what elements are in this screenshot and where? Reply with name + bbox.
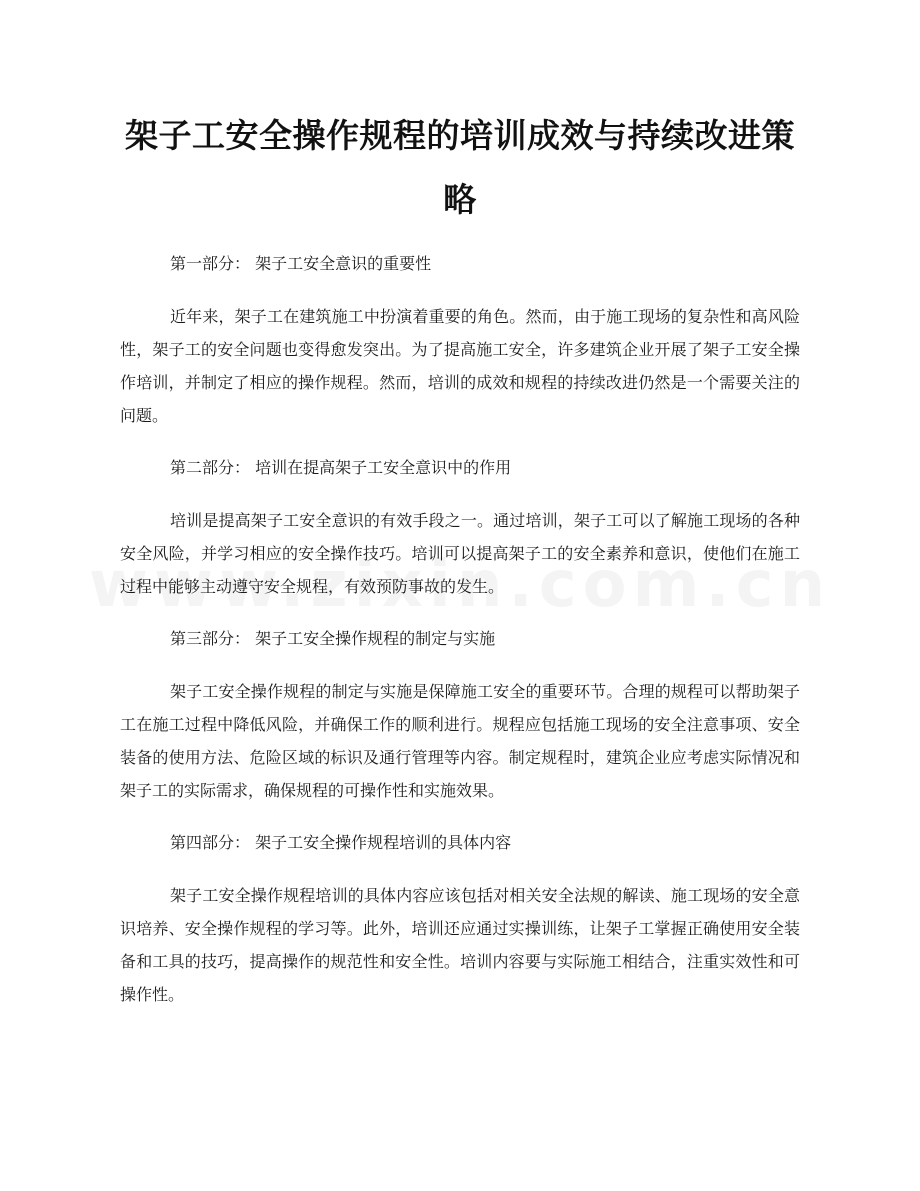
section-paragraph: 架子工安全操作规程培训的具体内容应该包括对相关安全法规的解读、施工现场的安全意识培养、安全操作规程的学习等。此外，培训还应通过实操训练，让架子工掌握正确使用安全装备和工具的技巧，提高操作的规范性和安全性。培训内容要与实际施工相结合，注重实效性和可操作性。 (120, 886, 800, 1004)
section-heading: 第一部分： 架子工安全意识的重要性 (170, 254, 432, 273)
document-body (120, 248, 800, 1011)
section-heading: 第三部分： 架子工安全操作规程的制定与实施 (170, 629, 496, 648)
section-heading: 第二部分： 培训在提高架子工安全意识中的作用 (170, 458, 512, 477)
section-heading: 第四部分： 架子工安全操作规程培训的具体内容 (170, 833, 512, 852)
section-paragraph: 近年来，架子工在建筑施工中扮演着重要的角色。然而，由于施工现场的复杂性和高风险性，架子工的安全问题也变得愈发突出。为了提高施工安全，许多建筑企业开展了架子工安全操作培训，并制定了相应的操作规程。然而，培训的成效和规程的持续改进仍然是一个需要关注的问题。 (120, 307, 800, 425)
section-paragraph: 架子工安全操作规程的制定与实施是保障施工安全的重要环节。合理的规程可以帮助架子工在施工过程中降低风险，并确保工作的顺利进行。规程应包括施工现场的安全注意事项、安全装备的使用方法、危险区域的标识及通行管理等内容。制定规程时，建筑企业应考虑实际情况和架子工的实际需求，确保规程的可操作性和实施效果。 (120, 682, 800, 800)
section-paragraph: 培训是提高架子工安全意识的有效手段之一。通过培训，架子工可以了解施工现场的各种安全风险，并学习相应的安全操作技巧。培训可以提高架子工的安全素养和意识，使他们在施工过程中能够主动遵守安全规程，有效预防事故的发生。 (120, 511, 800, 596)
document-title: 架子工安全操作规程的培训成效与持续改进策略 (125, 116, 795, 219)
